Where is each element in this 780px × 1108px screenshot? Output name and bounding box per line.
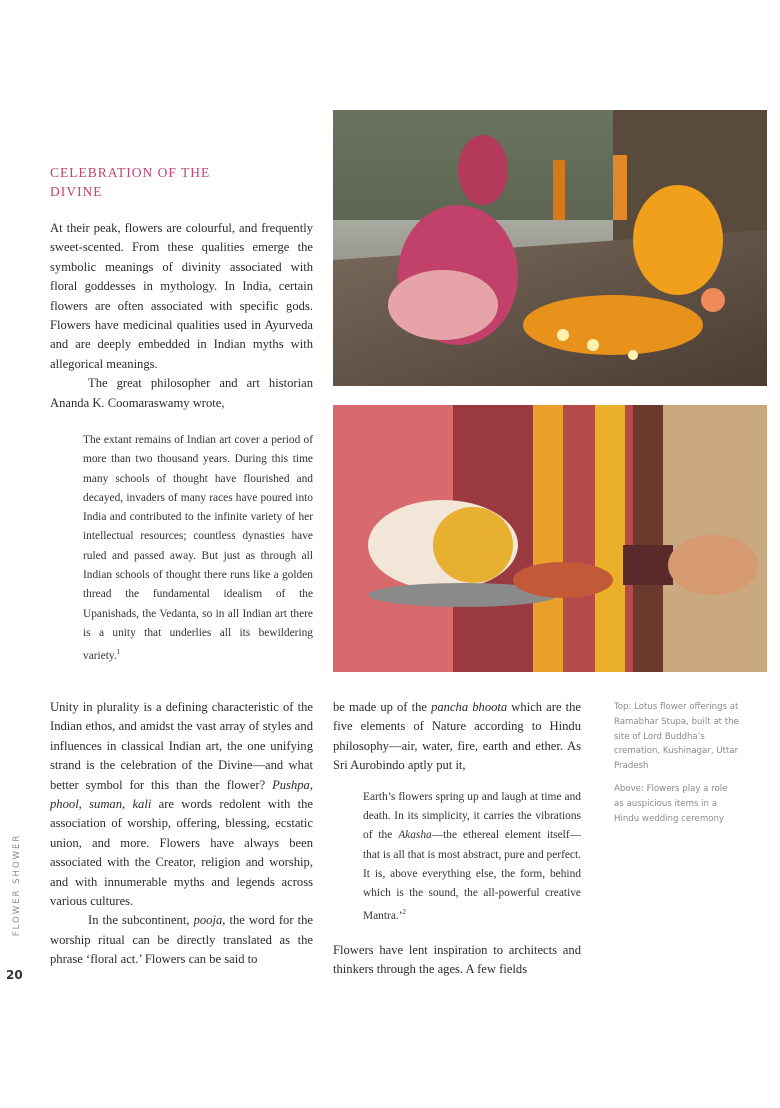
column-2-paragraph-1: be made up of the pancha bhoota which are the five elements of Nature according to Hindu philosophy—air, water, fire, earth and ether. As Sri Aurobindo aptly put it, xyxy=(333,700,582,773)
caption-top: Top: Lotus flower offerings at Ramabhar Stupa, built at the site of Lord Buddha’s cremation, Kushinagar, Uttar Pradesh xyxy=(614,702,739,772)
intro-text xyxy=(50,219,313,413)
column-1-text xyxy=(50,698,313,970)
photo-lotus-offerings xyxy=(333,110,767,386)
aurobindo-quote: Earth’s flowers spring up and laugh at time and death. In its simplicity, it carries the vibrations of the Akasha—the ethereal element itself—that is all that is most abstract, pure and perfect. It is, above everything else, the form, behind which is the sound, the all-powerful creative Mantra.’$^2$ xyxy=(363,790,581,923)
photo-wedding-flowers-image xyxy=(333,405,767,672)
running-head: FLOWER SHOWER xyxy=(12,833,22,937)
column-2-text xyxy=(333,698,581,979)
photo-wedding-flowers xyxy=(333,405,767,672)
page-number: 20 xyxy=(6,968,23,982)
column-1-paragraph-1: Unity in plurality is a defining characteristic of the Indian ethos, and amidst the vast array of styles and influences in classical Indian art, the one unifying strand is the celebration of the Divine—and what better symbol for this than the flower? Pushpa, phool, suman, kali are words redolent with the association of worship, offering, blessing, ecstatic union, and more. Flowers have always been associated with the Creator, religion and worship, and with innumerable myths and legends across various cultures. xyxy=(50,700,313,909)
coomaraswamy-quote xyxy=(83,431,313,666)
section-heading: CELEBRATION OF THE DIVINE xyxy=(50,165,211,199)
column-1-paragraph-2: In the subcontinent, pooja, the word for the worship ritual can be directly translated as the phrase ‘floral act.’ Flowers can be said to xyxy=(50,913,313,967)
column-2-paragraph-2: Flowers have lent inspiration to architects and thinkers through the ages. A few fields xyxy=(333,942,581,976)
intro-paragraph-1: At their peak, flowers are colourful, and frequently sweet-scented. From these qualities emerge the symbolic meanings of divinity associated with floral goddesses in mythology. In India, certain flowers are often associated with specific gods. Flowers have medicinal qualities used in Ayurveda and are deeply embedded in Indian myths with allegorical meanings. xyxy=(50,221,313,371)
photo-captions xyxy=(614,700,739,834)
photo-lotus-offerings-image xyxy=(333,110,767,386)
intro-paragraph-2: The great philosopher and art historian Ananda K. Coomaraswamy wrote, xyxy=(50,376,313,410)
caption-above: Above: Flowers play a role as auspicious items in a Hindu wedding ceremony xyxy=(614,783,728,824)
quote-text: The extant remains of Indian art cover a period of more than two thousand years. During this time many schools of thought have flourished and decayed, invaders of many races have poured into India and contributed to the infinite variety of her intellectual resources; countless dynasties have ruled and passed away. But just as through all Indian schools of thought there runs like a golden thread the fundamental idealism of the Upanishads, the Vedanta, so in all Indian art there is a unity that underlies all its bewildering variety. xyxy=(83,434,313,663)
footnote-marker: 1 xyxy=(116,648,121,657)
